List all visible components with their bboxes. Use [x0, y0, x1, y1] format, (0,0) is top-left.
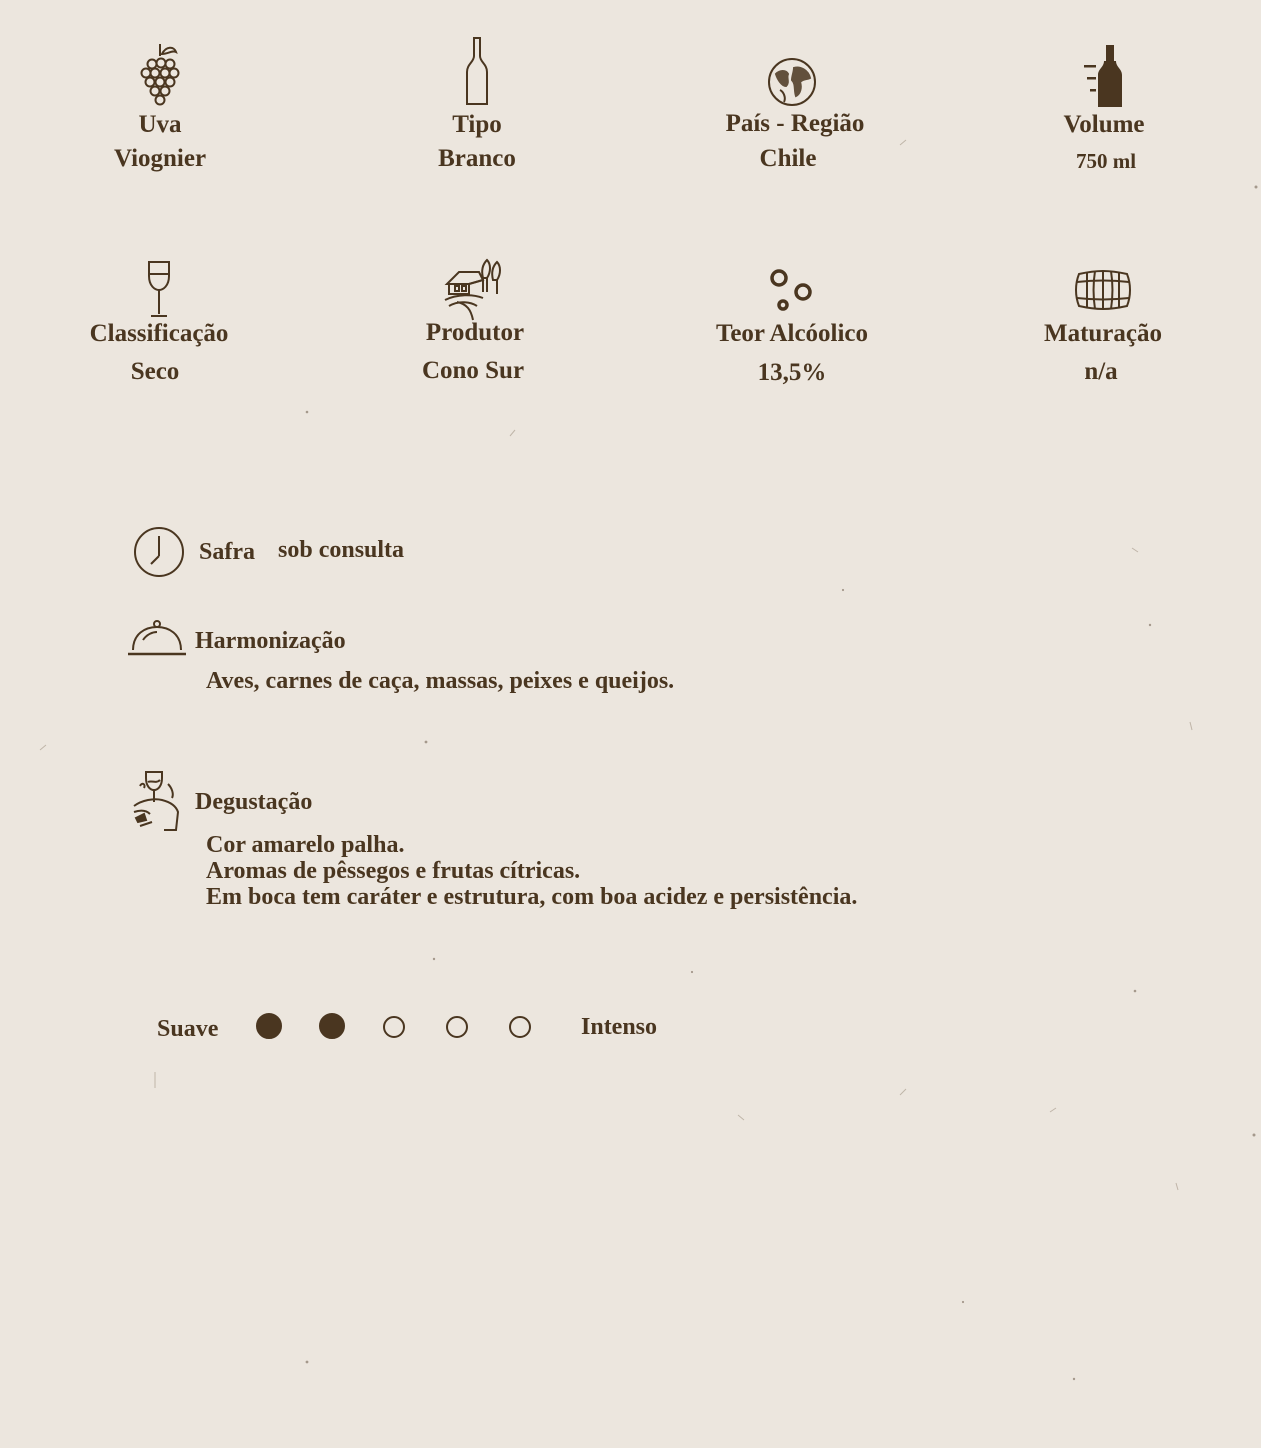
spec-label: Classificação — [89, 320, 229, 347]
spec-label: Tipo — [452, 111, 502, 138]
intensity-dot-filled — [319, 1013, 345, 1039]
bubbles-icon — [767, 266, 817, 314]
tasting-hand-icon — [132, 766, 184, 836]
bottle-outline-icon — [464, 36, 490, 108]
intensity-dot-empty — [383, 1016, 405, 1038]
intensity-dot-empty — [509, 1016, 531, 1038]
degustacao-label: Degustação — [195, 789, 313, 815]
spec-value: n/a — [1084, 358, 1118, 385]
cloche-icon — [127, 618, 187, 658]
spec-label: Volume — [1063, 111, 1145, 138]
harmonizacao-label: Harmonização — [195, 628, 346, 654]
spec-label: País - Região — [725, 110, 865, 137]
spec-label: Teor Alcóolico — [715, 320, 869, 347]
spec-value: Branco — [438, 145, 516, 172]
harmonizacao-text: Aves, carnes de caça, massas, peixes e queijos. — [206, 668, 675, 694]
degustacao-line: Aromas de pêssegos e frutas cítricas. — [206, 858, 581, 884]
spec-value: 13,5% — [757, 359, 827, 386]
grape-icon — [138, 42, 182, 110]
intensity-dot-filled — [256, 1013, 282, 1039]
spec-label: Maturação — [1043, 320, 1163, 347]
spec-value: Viognier — [113, 145, 207, 172]
globe-icon — [766, 56, 818, 108]
intensity-min-label: Suave — [157, 1016, 219, 1042]
degustacao-line: Em boca tem caráter e estrutura, com boa acidez e persistência. — [206, 884, 858, 910]
safra-value: sob consulta — [278, 537, 405, 563]
spec-value: Chile — [759, 145, 817, 172]
spec-value: 750 ml — [1075, 149, 1137, 173]
spec-label: Produtor — [425, 319, 525, 346]
clock-icon — [133, 526, 185, 578]
barrel-icon — [1073, 268, 1133, 312]
winery-icon — [443, 258, 507, 322]
intensity-max-label: Intenso — [581, 1014, 658, 1040]
degustacao-line: Cor amarelo palha. — [206, 832, 405, 858]
bottle-volume-icon — [1082, 43, 1126, 109]
safra-label: Safra — [199, 539, 255, 565]
wine-glass-icon — [146, 260, 172, 320]
spec-value: Cono Sur — [421, 357, 525, 384]
intensity-dot-empty — [446, 1016, 468, 1038]
spec-label: Uva — [138, 111, 182, 138]
spec-value: Seco — [130, 358, 180, 385]
